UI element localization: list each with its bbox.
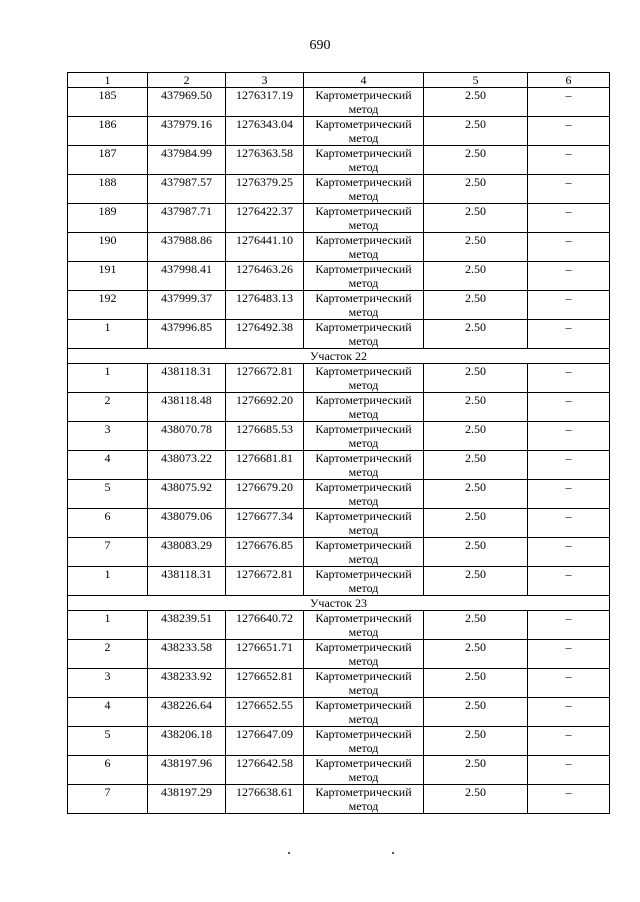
x-coordinate-cell: 437999.37 [148,291,226,320]
x-coordinate-cell: 438197.29 [148,785,226,814]
table-row [68,698,610,727]
table-row [68,233,610,262]
method-cell: Картометрический метод [304,698,424,727]
column-6-cell: – [528,364,610,393]
accuracy-cell: 2.50 [424,291,528,320]
accuracy-cell: 2.50 [424,640,528,669]
y-coordinate-cell: 1276343.04 [226,117,304,146]
method-cell: Картометрический метод [304,727,424,756]
accuracy-cell: 2.50 [424,117,528,146]
point-number-cell: 188 [68,175,148,204]
point-number-cell: 7 [68,538,148,567]
y-coordinate-cell: 1276483.13 [226,291,304,320]
column-6-cell: – [528,451,610,480]
y-coordinate-cell: 1276681.81 [226,451,304,480]
table-row [68,727,610,756]
section-header-row [68,349,610,364]
y-coordinate-cell: 1276642.58 [226,756,304,785]
accuracy-cell: 2.50 [424,393,528,422]
y-coordinate-cell: 1276672.81 [226,364,304,393]
coordinates-table [67,72,610,814]
accuracy-cell: 2.50 [424,233,528,262]
column-6-cell: – [528,669,610,698]
column-6-cell: – [528,117,610,146]
column-header-4: 4 [304,73,424,88]
section-header-row [68,596,610,611]
column-6-cell: – [528,393,610,422]
accuracy-cell: 2.50 [424,567,528,596]
column-6-cell: – [528,538,610,567]
point-number-cell: 187 [68,146,148,175]
table-row [68,480,610,509]
method-cell: Картометрический метод [304,233,424,262]
table-body [68,88,610,814]
x-coordinate-cell: 437996.85 [148,320,226,349]
point-number-cell: 6 [68,509,148,538]
x-coordinate-cell: 438206.18 [148,727,226,756]
y-coordinate-cell: 1276422.37 [226,204,304,233]
x-coordinate-cell: 438233.92 [148,669,226,698]
column-6-cell: – [528,320,610,349]
point-number-cell: 5 [68,727,148,756]
column-6-cell: – [528,262,610,291]
accuracy-cell: 2.50 [424,146,528,175]
column-header-5: 5 [424,73,528,88]
x-coordinate-cell: 438197.96 [148,756,226,785]
y-coordinate-cell: 1276652.81 [226,669,304,698]
method-cell: Картометрический метод [304,146,424,175]
table-row [68,567,610,596]
y-coordinate-cell: 1276463.26 [226,262,304,291]
table-row [68,291,610,320]
point-number-cell: 4 [68,451,148,480]
point-number-cell: 1 [68,320,148,349]
method-cell: Картометрический метод [304,785,424,814]
table-row [68,509,610,538]
x-coordinate-cell: 438233.58 [148,640,226,669]
method-cell: Картометрический метод [304,756,424,785]
method-cell: Картометрический метод [304,538,424,567]
y-coordinate-cell: 1276317.19 [226,88,304,117]
y-coordinate-cell: 1276640.72 [226,611,304,640]
accuracy-cell: 2.50 [424,204,528,233]
point-number-cell: 4 [68,698,148,727]
accuracy-cell: 2.50 [424,480,528,509]
method-cell: Картометрический метод [304,451,424,480]
y-coordinate-cell: 1276677.34 [226,509,304,538]
method-cell: Картометрический метод [304,204,424,233]
y-coordinate-cell: 1276638.61 [226,785,304,814]
column-6-cell: – [528,756,610,785]
accuracy-cell: 2.50 [424,364,528,393]
point-number-cell: 189 [68,204,148,233]
table-row [68,175,610,204]
column-6-cell: – [528,785,610,814]
method-cell: Картометрический метод [304,393,424,422]
x-coordinate-cell: 438070.78 [148,422,226,451]
column-6-cell: – [528,567,610,596]
y-coordinate-cell: 1276676.85 [226,538,304,567]
y-coordinate-cell: 1276651.71 [226,640,304,669]
method-cell: Картометрический метод [304,175,424,204]
point-number-cell: 5 [68,480,148,509]
column-6-cell: – [528,727,610,756]
y-coordinate-cell: 1276679.20 [226,480,304,509]
scan-speck [288,852,290,854]
point-number-cell: 6 [68,756,148,785]
accuracy-cell: 2.50 [424,727,528,756]
x-coordinate-cell: 437987.71 [148,204,226,233]
method-cell: Картометрический метод [304,480,424,509]
x-coordinate-cell: 437998.41 [148,262,226,291]
table-row [68,117,610,146]
x-coordinate-cell: 437988.86 [148,233,226,262]
accuracy-cell: 2.50 [424,611,528,640]
column-6-cell: – [528,480,610,509]
table-row [68,262,610,291]
table-row [68,364,610,393]
table-row [68,611,610,640]
method-cell: Картометрический метод [304,422,424,451]
method-cell: Картометрический метод [304,364,424,393]
method-cell: Картометрический метод [304,291,424,320]
column-6-cell: – [528,291,610,320]
y-coordinate-cell: 1276685.53 [226,422,304,451]
table-row [68,538,610,567]
point-number-cell: 7 [68,785,148,814]
point-number-cell: 186 [68,117,148,146]
method-cell: Картометрический метод [304,320,424,349]
point-number-cell: 3 [68,669,148,698]
y-coordinate-cell: 1276647.09 [226,727,304,756]
table-row [68,785,610,814]
x-coordinate-cell: 438073.22 [148,451,226,480]
column-6-cell: – [528,204,610,233]
scan-speck [392,852,394,854]
point-number-cell: 1 [68,611,148,640]
method-cell: Картометрический метод [304,640,424,669]
x-coordinate-cell: 437969.50 [148,88,226,117]
x-coordinate-cell: 438075.92 [148,480,226,509]
point-number-cell: 3 [68,422,148,451]
x-coordinate-cell: 437987.57 [148,175,226,204]
y-coordinate-cell: 1276441.10 [226,233,304,262]
y-coordinate-cell: 1276379.25 [226,175,304,204]
x-coordinate-cell: 437984.99 [148,146,226,175]
x-coordinate-cell: 437979.16 [148,117,226,146]
column-6-cell: – [528,640,610,669]
column-6-cell: – [528,611,610,640]
point-number-cell: 185 [68,88,148,117]
column-6-cell: – [528,233,610,262]
accuracy-cell: 2.50 [424,785,528,814]
x-coordinate-cell: 438083.29 [148,538,226,567]
y-coordinate-cell: 1276492.38 [226,320,304,349]
accuracy-cell: 2.50 [424,698,528,727]
accuracy-cell: 2.50 [424,262,528,291]
accuracy-cell: 2.50 [424,451,528,480]
method-cell: Картометрический метод [304,88,424,117]
point-number-cell: 191 [68,262,148,291]
x-coordinate-cell: 438226.64 [148,698,226,727]
table-row [68,422,610,451]
page-number: 690 [309,38,331,53]
table-row [68,146,610,175]
column-6-cell: – [528,146,610,175]
accuracy-cell: 2.50 [424,422,528,451]
method-cell: Картометрический метод [304,567,424,596]
method-cell: Картометрический метод [304,262,424,291]
point-number-cell: 1 [68,364,148,393]
table-row [68,669,610,698]
method-cell: Картометрический метод [304,611,424,640]
x-coordinate-cell: 438118.31 [148,364,226,393]
column-6-cell: – [528,509,610,538]
x-coordinate-cell: 438239.51 [148,611,226,640]
column-header-2: 2 [148,73,226,88]
method-cell: Картометрический метод [304,509,424,538]
point-number-cell: 1 [68,567,148,596]
table-row [68,204,610,233]
column-6-cell: – [528,175,610,204]
table-row [68,451,610,480]
column-header-1: 1 [68,73,148,88]
table-row [68,320,610,349]
accuracy-cell: 2.50 [424,669,528,698]
point-number-cell: 2 [68,393,148,422]
column-header-6: 6 [528,73,610,88]
accuracy-cell: 2.50 [424,88,528,117]
column-6-cell: – [528,422,610,451]
table-row [68,640,610,669]
x-coordinate-cell: 438079.06 [148,509,226,538]
point-number-cell: 192 [68,291,148,320]
accuracy-cell: 2.50 [424,509,528,538]
column-header-3: 3 [226,73,304,88]
method-cell: Картометрический метод [304,117,424,146]
y-coordinate-cell: 1276363.58 [226,146,304,175]
section-title: Участок 23 [68,596,610,611]
table-row [68,756,610,785]
y-coordinate-cell: 1276672.81 [226,567,304,596]
column-6-cell: – [528,698,610,727]
method-cell: Картометрический метод [304,669,424,698]
y-coordinate-cell: 1276692.20 [226,393,304,422]
point-number-cell: 2 [68,640,148,669]
x-coordinate-cell: 438118.31 [148,567,226,596]
y-coordinate-cell: 1276652.55 [226,698,304,727]
table-row [68,88,610,117]
accuracy-cell: 2.50 [424,756,528,785]
point-number-cell: 190 [68,233,148,262]
accuracy-cell: 2.50 [424,320,528,349]
accuracy-cell: 2.50 [424,538,528,567]
section-title: Участок 22 [68,349,610,364]
table-row [68,393,610,422]
x-coordinate-cell: 438118.48 [148,393,226,422]
scan-artifacts [0,852,640,862]
table-header-row [68,73,610,88]
column-6-cell: – [528,88,610,117]
accuracy-cell: 2.50 [424,175,528,204]
